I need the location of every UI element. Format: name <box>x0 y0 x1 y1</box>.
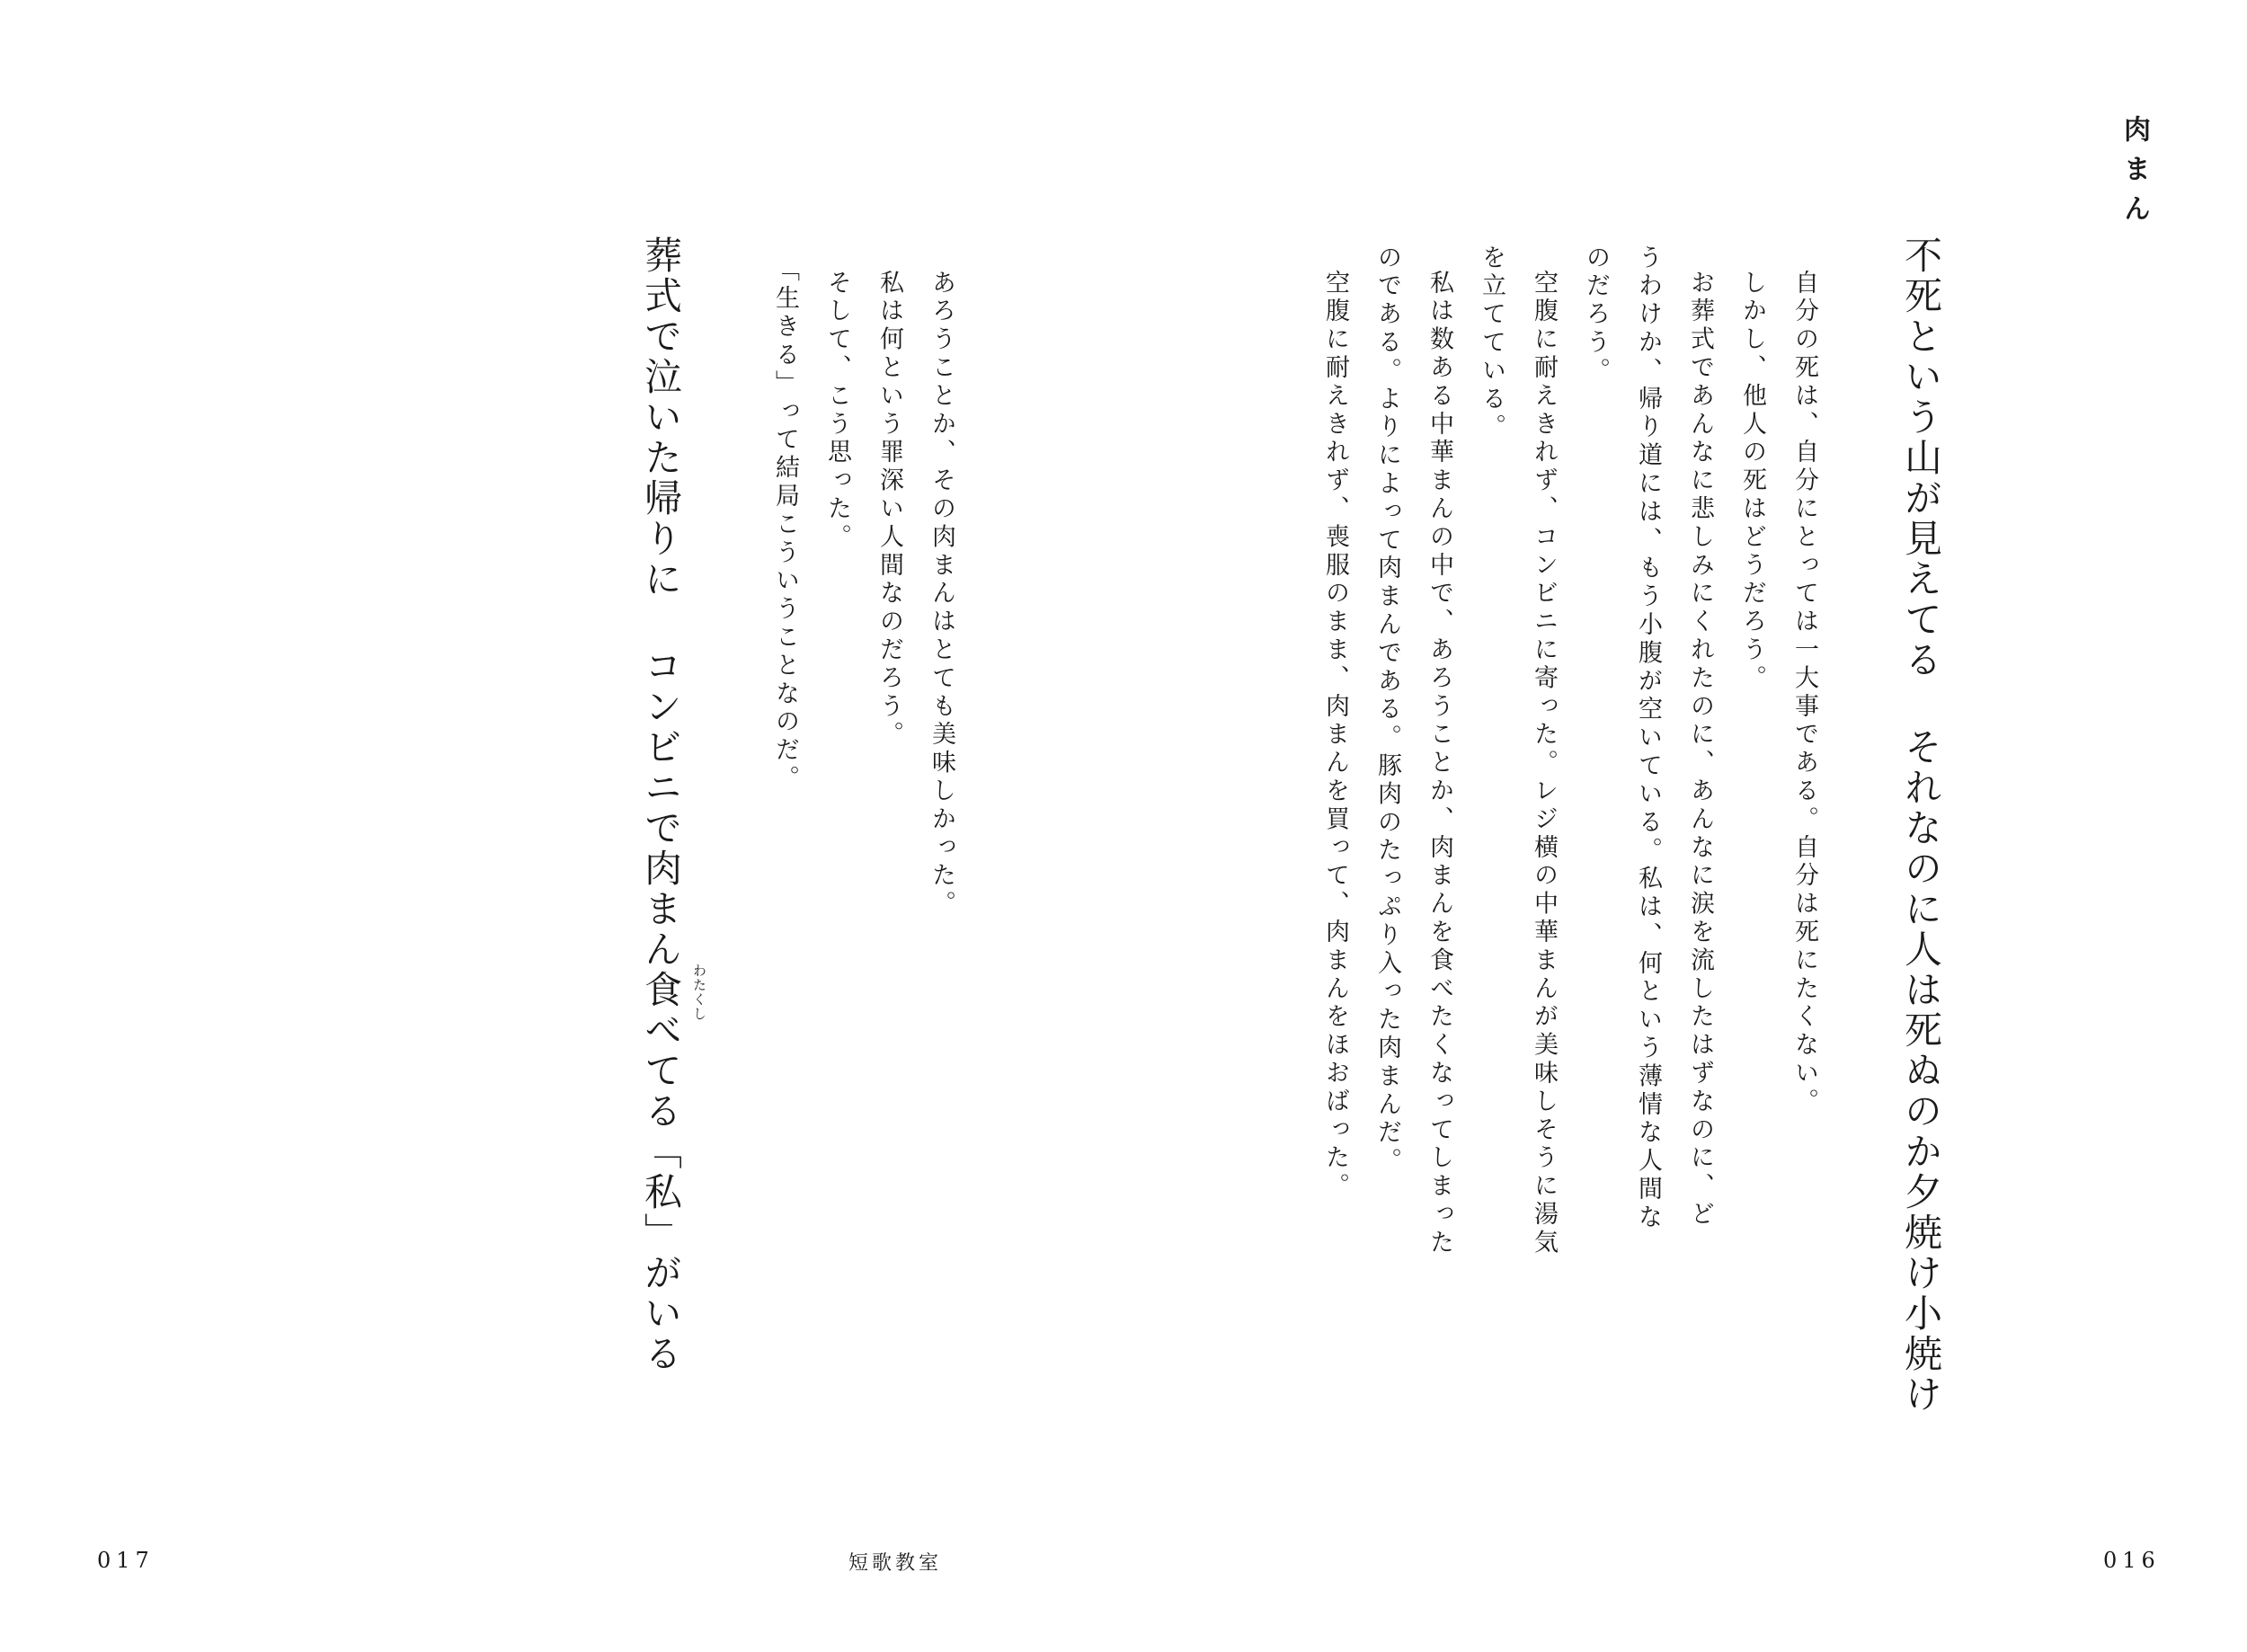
prose-line: うわけか、帰り道には、もう小腹が空いている。私は、何という薄情な人間な <box>1634 244 1662 1232</box>
prose-line: 「生きる」って結局こういうことなのだ。 <box>771 257 799 794</box>
prose-line: お葬式であんなに悲しみにくれたのに、あんなに涙を流したはずなのに、ど <box>1686 270 1714 1230</box>
book-title: 短歌教室 <box>848 1552 943 1575</box>
tanka-left: 葬式で泣いた帰りに コンビニで肉まん食べてる「私」がいる <box>639 235 683 1374</box>
tanka-right: 不死という山が見えてる それなのに人は死ぬのか夕焼け小焼け <box>1899 235 1943 1415</box>
folio-left: 017 <box>97 1548 155 1573</box>
prose-line: そして、こう思った。 <box>823 270 851 552</box>
prose-line: を立てている。 <box>1478 244 1505 442</box>
section-title: 肉まん <box>2118 115 2150 234</box>
prose-line: 空腹に耐えきれず、喪服のまま、肉まんを買って、肉まんをほおばった。 <box>1321 270 1349 1202</box>
prose-line: 私は何という罪深い人間なのだろう。 <box>875 270 903 750</box>
prose-line: のだろう。 <box>1582 244 1610 386</box>
right-page <box>1124 0 2247 1652</box>
prose-line: 自分の死は、自分にとっては一大事である。自分は死にたくない。 <box>1790 270 1818 1116</box>
folio-right: 016 <box>2103 1548 2161 1573</box>
prose-line: 空腹に耐えきれず、コンビニに寄った。レジ横の中華まんが美味しそうに湯気 <box>1530 270 1558 1257</box>
prose-line: 私は数ある中華まんの中で、あろうことか、肉まんを食べたくなってしまった <box>1425 270 1453 1257</box>
ruby-annotation: わたくし <box>691 964 707 1021</box>
prose-line: しかし、他人の死はどうだろう。 <box>1738 270 1766 693</box>
prose-line: のである。よりによって肉まんである。豚肉のたっぷり入った肉まんだ。 <box>1373 244 1401 1177</box>
prose-line: あろうことか、その肉まんはとても美味しかった。 <box>928 270 955 919</box>
